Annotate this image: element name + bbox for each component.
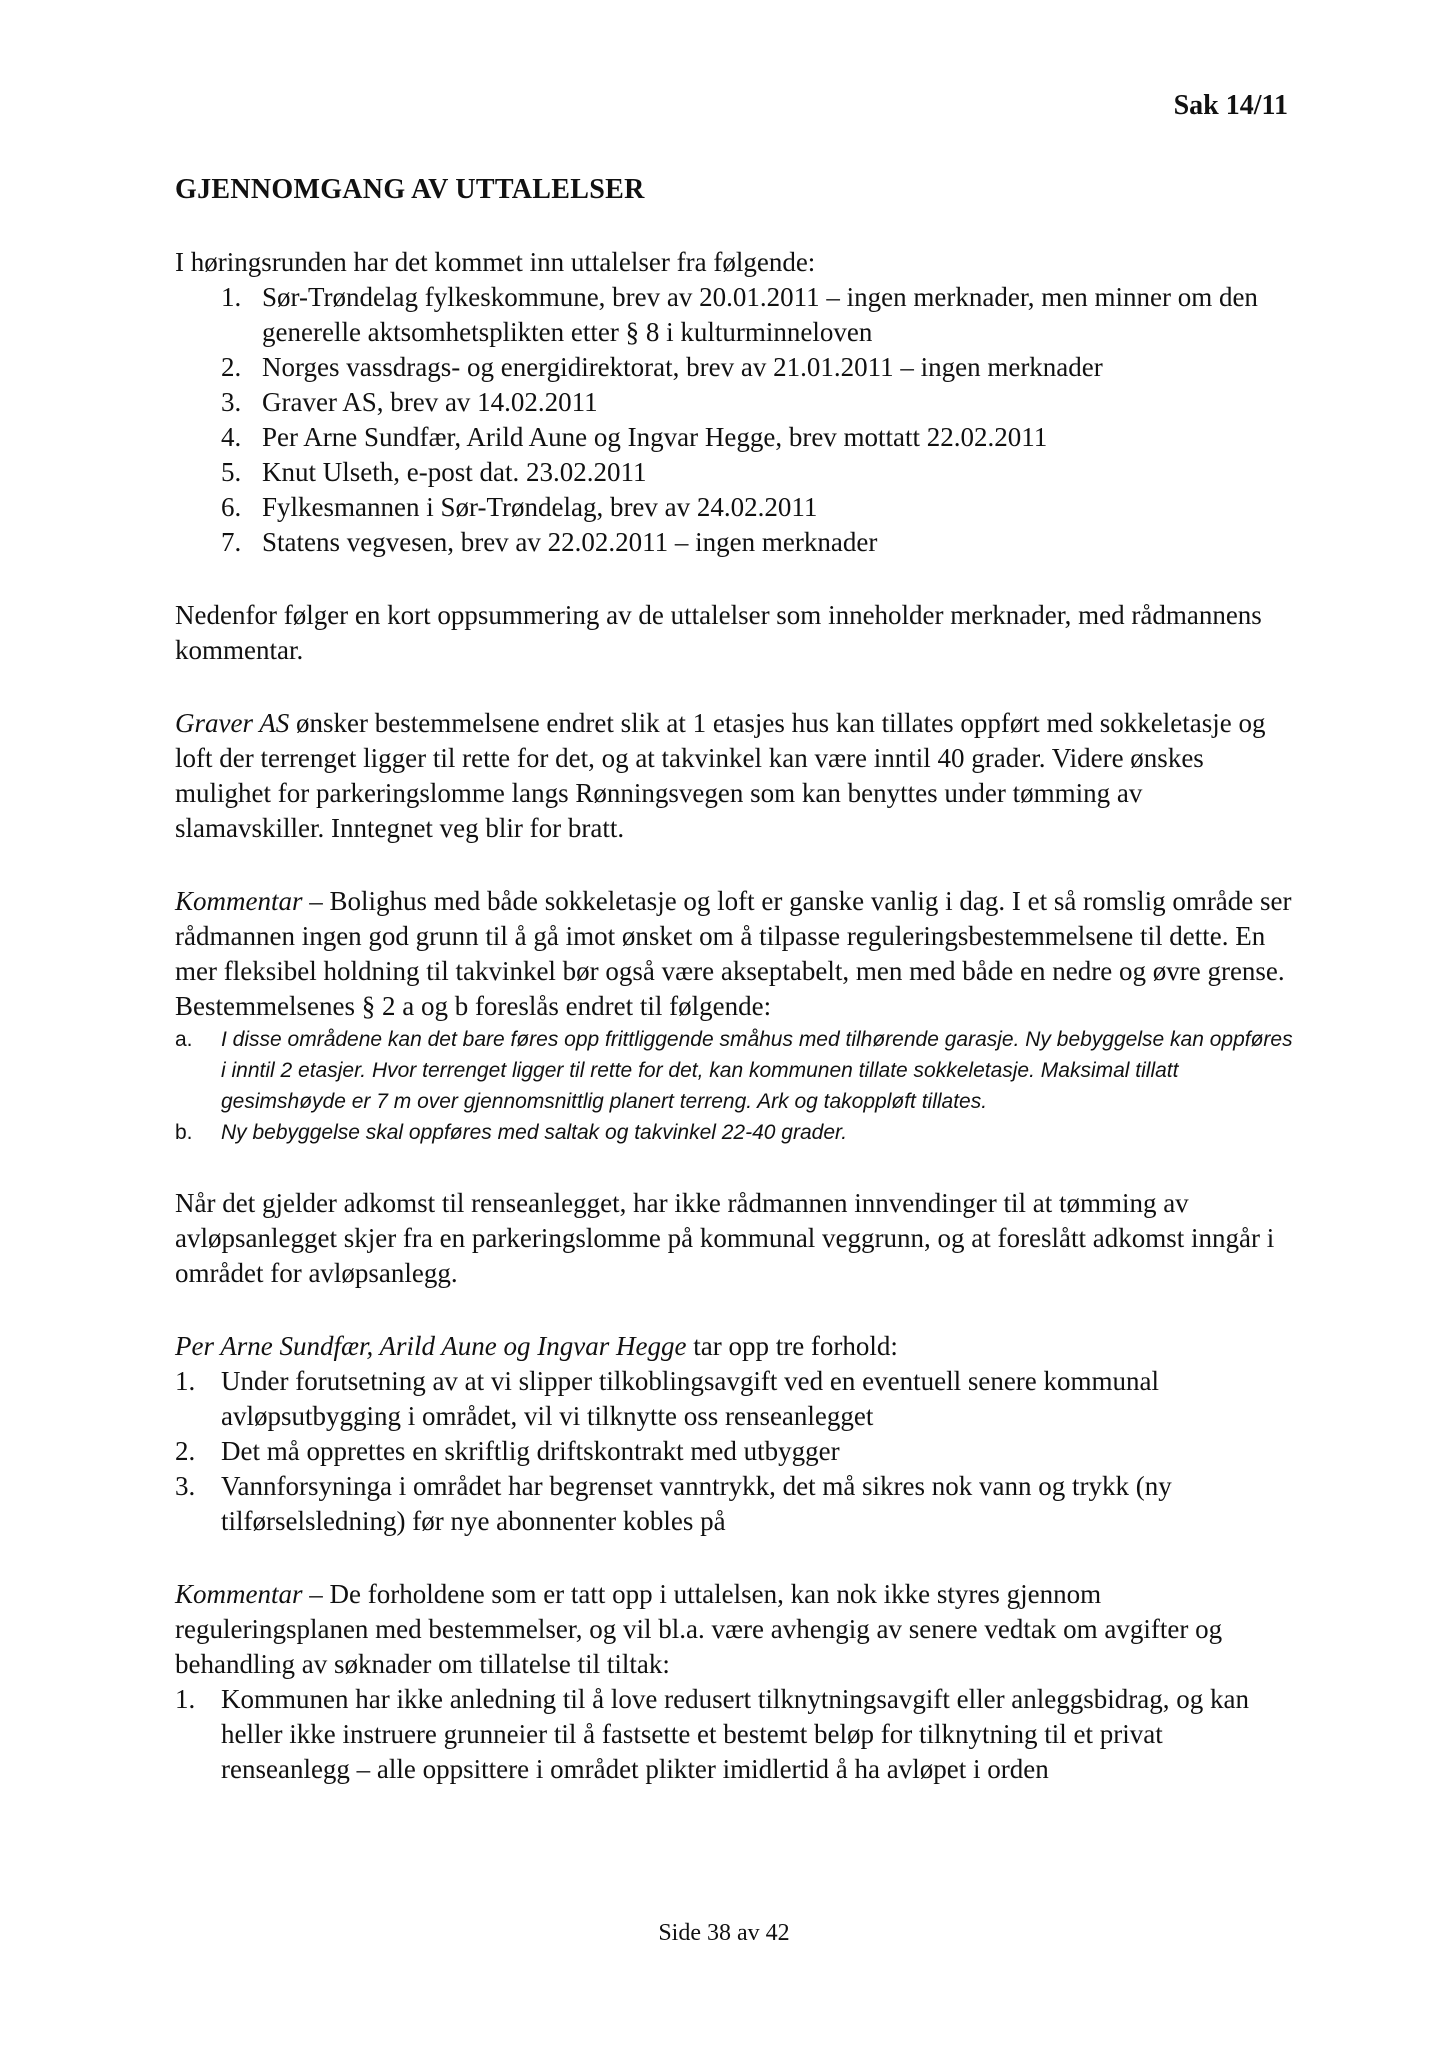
list-item: 3. Vannforsyninga i området har begrenset vanntrykk, det må sikres nok vann og trykk (ny tilførselsledning) før nye abonnenter kobles på — [175, 1471, 1172, 1536]
comment-label: Kommentar — [175, 1579, 303, 1609]
list-item: 6. Fylkesmannen i Sør-Trøndelag, brev av 24.02.2011 — [221, 492, 818, 522]
list-item: a. I disse områdene kan det bare føres opp frittliggende småhus med tilhørende garasje. Ny bebyggelse kan oppføres i inntil 2 etasjer. Hvor terrenget ligger til rette for det, kan kommunen tillate sokkeletasje. Maksimal tillatt gesimshøyde er 7 m over gjennomsnittlig planert terreng. Ark og takoppløft tillates. — [175, 1028, 1293, 1113]
list-item: 7. Statens vegvesen, brev av 22.02.2011 – ingen merknader — [221, 527, 878, 557]
statements-list — [175, 280, 1295, 560]
intro-text: I høringsrunden har det kommet inn uttalelser fra følgende: — [175, 247, 816, 277]
list-item: 5. Knut Ulseth, e-post dat. 23.02.2011 — [221, 457, 647, 487]
access-paragraph: Når det gjelder adkomst til renseanlegget, har ikke rådmannen innvendinger til at tømming av avløpsanlegget skjer fra en parkeringslomme på kommunal veggrunn, og at foreslått adkomst inngår i området for avløpsanlegg. — [175, 1188, 1275, 1288]
comment-paragraph-1: Kommentar – Bolighus med både sokkeletasje og loft er ganske vanlig i dag. I et så romslig område ser rådmannen ingen god grunn til å gå imot ønsket om å tilpasse reguleringsbestemmelsene til dette. En mer fleksibel holdning til takvinkel bør også være akseptabelt, men med både en nedre og øvre grense. Bestemmelsenes § 2 a og b foreslås endret til følgende: — [175, 886, 1292, 1021]
document-body — [175, 172, 1295, 1787]
graver-paragraph: Graver AS ønsker bestemmelsene endret slik at 1 etasjes hus kan tillates oppført med sokkeletasje og loft der terrenget ligger til rette for det, og at takvinkel kan være inntil 40 grader. Videre ønskes mulighet for parkeringslomme langs Rønningsvegen som kan benyttes under tømming av slamavskiller. Inntegnet veg blir for bratt. — [175, 708, 1266, 843]
list-item: 3. Graver AS, brev av 14.02.2011 — [221, 387, 598, 417]
response-list — [175, 1682, 1295, 1787]
per-arne-names: Per Arne Sundfær, Arild Aune og Ingvar Hegge — [175, 1331, 687, 1361]
section-title: GJENNOMGANG AV UTTALELSER — [175, 174, 645, 205]
list-item: 1. Kommunen har ikke anledning til å love redusert tilknytningsavgift eller anleggsbidrag, og kan heller ikke instruere grunneier til å fastsette et bestemt beløp for tilknytning til et privat renseanlegg – alle oppsittere i området plikter imidlertid å ha avløpet i orden — [175, 1684, 1249, 1784]
list-item: 2. Det må opprettes en skriftlig driftskontrakt med utbygger — [175, 1436, 840, 1466]
list-item: b. Ny bebyggelse skal oppføres med saltak og takvinkel 22-40 grader. — [175, 1121, 848, 1144]
concerns-list — [175, 1364, 1295, 1539]
comment-label: Kommentar — [175, 886, 303, 916]
per-arne-paragraph: Per Arne Sundfær, Arild Aune og Ingvar Hegge tar opp tre forhold: — [175, 1331, 898, 1361]
regulation-list — [175, 1024, 1295, 1148]
page-number: Side 38 av 42 — [658, 1920, 790, 1946]
comment-paragraph-2: Kommentar – De forholdene som er tatt opp i uttalelsen, kan nok ikke styres gjennom reguleringsplanen med bestemmelser, og vil bl.a. være avhengig av senere vedtak om avgifter og behandling av søknader om tillatelse til tiltak: — [175, 1579, 1223, 1679]
summary-paragraph: Nedenfor følger en kort oppsummering av de uttalelser som inneholder merknader, med rådmannens kommentar. — [175, 600, 1262, 665]
list-item: 4. Per Arne Sundfær, Arild Aune og Ingvar Hegge, brev mottatt 22.02.2011 — [221, 422, 1048, 452]
list-item: 1. Sør-Trøndelag fylkeskommune, brev av 20.01.2011 – ingen merknader, men minner om den generelle aktsomhetsplikten etter § 8 i kulturminneloven — [221, 282, 1258, 347]
case-number: Sak 14/11 — [1173, 90, 1288, 121]
list-item: 1. Under forutsetning av at vi slipper tilkoblingsavgift ved en eventuell senere kommunal avløpsutbygging i området, vil vi tilknytte oss renseanlegget — [175, 1366, 1160, 1431]
graver-name: Graver AS — [175, 708, 290, 738]
list-item: 2. Norges vassdrags- og energidirektorat, brev av 21.01.2011 – ingen merknader — [221, 352, 1103, 382]
